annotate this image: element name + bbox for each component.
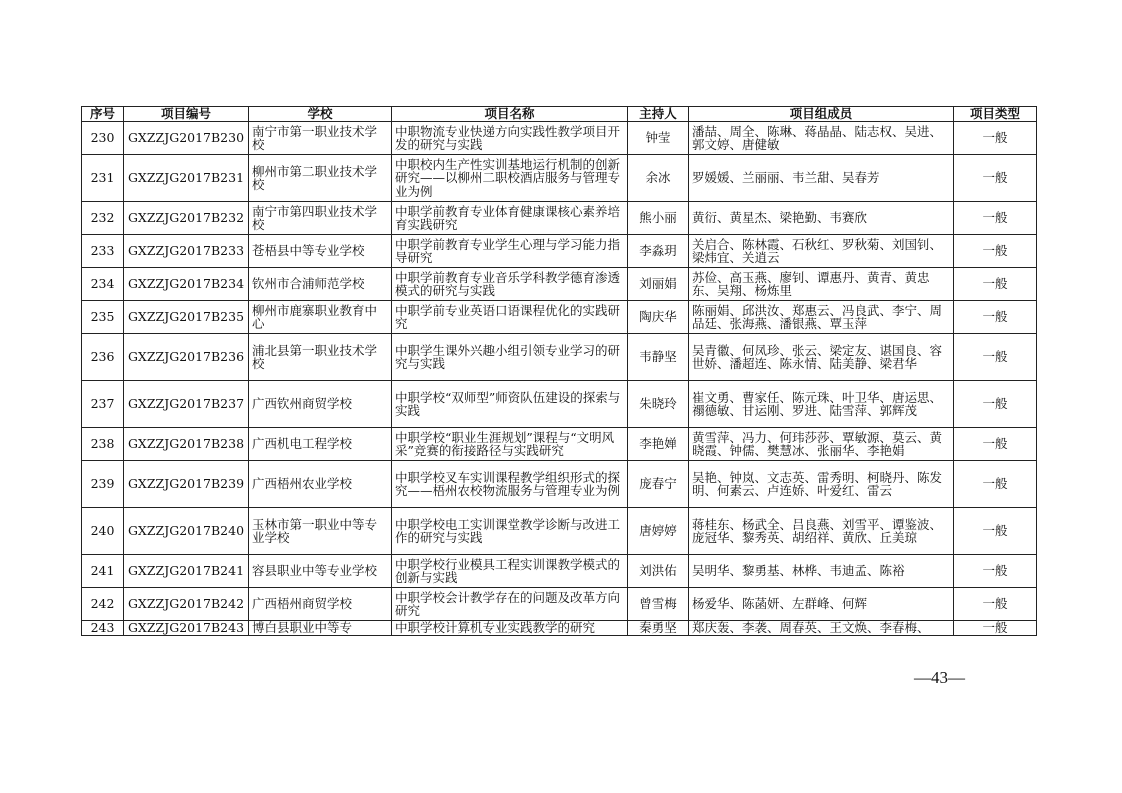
header-code: 项目编号: [124, 107, 249, 122]
cell-school: [249, 155, 392, 202]
cell-name-text: 中职学前专业英语口语课程优化的实践研究: [395, 303, 621, 331]
cell-members-text: 黄衍、黄星杰、梁艳勤、韦赛欣: [692, 211, 868, 225]
cell-host: [628, 301, 689, 334]
cell-members-text: 吴青徽、何凤珍、张云、梁定友、谌国良、容世娇、潘超连、陈永情、陆美静、梁君华: [692, 343, 943, 371]
cell-no-text: 235: [90, 310, 115, 324]
cell-type-text: 一般: [982, 244, 1008, 258]
table-row: [82, 301, 1037, 334]
cell-members: [689, 235, 954, 268]
cell-host: [628, 428, 689, 461]
header-name: 项目名称: [392, 107, 628, 122]
cell-type: [954, 334, 1037, 381]
cell-host-text: 秦勇坚: [639, 621, 677, 635]
cell-name: [392, 155, 628, 202]
cell-host-text: 熊小丽: [639, 211, 677, 225]
cell-school-text: 南宁市第一职业技术学校: [252, 124, 378, 152]
cell-school-text: 广西钦州商贸学校: [252, 397, 353, 411]
cell-name-text: 中职学前教育专业体育健康课核心素养培育实践研究: [395, 204, 621, 232]
cell-type-text: 一般: [982, 310, 1008, 324]
cell-type-text: 一般: [982, 597, 1008, 611]
cell-members-text: 蒋桂东、杨武全、吕良燕、刘雪平、谭鉴波、庞冠华、黎秀英、胡绍祥、黄欣、丘美琼: [692, 517, 943, 545]
cell-type-text: 一般: [982, 350, 1008, 364]
cell-type: [954, 508, 1037, 555]
cell-no-text: 241: [90, 564, 115, 578]
cell-host: [628, 588, 689, 621]
table-row: [82, 202, 1037, 235]
cell-no-text: 242: [90, 597, 115, 611]
cell-members-text: 关启合、陈林霞、石秋红、罗秋菊、刘国钊、梁炜宜、关逍云: [692, 237, 943, 265]
cell-code: [124, 381, 249, 428]
cell-type: [954, 301, 1037, 334]
cell-no-text: 243: [90, 621, 115, 635]
table-header-row: [82, 107, 1037, 122]
cell-name: [392, 301, 628, 334]
cell-no-text: 231: [90, 171, 115, 185]
cell-code: [124, 235, 249, 268]
table-row: [82, 461, 1037, 508]
table-row: [82, 155, 1037, 202]
cell-type-text: 一般: [982, 211, 1008, 225]
cell-code: [124, 621, 249, 636]
cell-school: [249, 461, 392, 508]
table-row: [82, 588, 1037, 621]
cell-name: [392, 381, 628, 428]
cell-host: [628, 155, 689, 202]
cell-code-text: GXZZJG2017B236: [127, 350, 245, 364]
cell-host: [628, 621, 689, 636]
cell-school-text: 容县职业中等专业学校: [252, 564, 378, 578]
header-members: 项目组成员: [689, 107, 954, 122]
cell-name: [392, 555, 628, 588]
cell-school: [249, 381, 392, 428]
table-row: [82, 381, 1037, 428]
cell-school-text: 玉林市第一职业中等专业学校: [252, 517, 378, 545]
cell-type: [954, 235, 1037, 268]
cell-code: [124, 555, 249, 588]
cell-code: [124, 155, 249, 202]
cell-no-text: 234: [90, 277, 115, 291]
cell-type-text: 一般: [982, 621, 1008, 635]
cell-name-text: 中职学校“职业生涯规划”课程与“文明风采”竞赛的衔接路径与实践研究: [395, 430, 615, 458]
cell-type: [954, 588, 1037, 621]
header-school: 学校: [249, 107, 392, 122]
cell-host-text: 李艳婵: [639, 437, 677, 451]
header-host: 主持人: [628, 107, 689, 122]
cell-name-text: 中职物流专业快递方向实践性教学项目开发的研究与实践: [395, 124, 621, 152]
cell-host: [628, 334, 689, 381]
cell-code: [124, 122, 249, 155]
cell-school: [249, 301, 392, 334]
cell-code: [124, 461, 249, 508]
cell-host: [628, 122, 689, 155]
cell-host: [628, 461, 689, 508]
cell-members-text: 苏俭、高玉燕、廖钊、谭惠丹、黄青、黄忠东、吴翔、杨炼里: [692, 270, 930, 298]
cell-members: [689, 122, 954, 155]
cell-no: [82, 122, 124, 155]
cell-members: [689, 555, 954, 588]
cell-name-text: 中职学前教育专业音乐学科教学德育渗透模式的研究与实践: [395, 270, 621, 298]
cell-name: [392, 122, 628, 155]
cell-school: [249, 202, 392, 235]
cell-members: [689, 155, 954, 202]
cell-members-text: 黄雪萍、冯力、何玮莎莎、覃敏源、莫云、黄晓霞、钟儒、樊慧冰、张丽华、李艳娟: [692, 430, 943, 458]
cell-name-text: 中职学校叉车实训课程教学组织形式的探究——梧州农校物流服务与管理专业为例: [395, 470, 621, 498]
page-number: —43—: [914, 668, 965, 687]
cell-type: [954, 268, 1037, 301]
cell-type-text: 一般: [982, 131, 1008, 145]
cell-name: [392, 621, 628, 636]
cell-members: [689, 268, 954, 301]
cell-code: [124, 334, 249, 381]
cell-school-text: 钦州市合浦师范学校: [252, 277, 365, 291]
table-row: [82, 268, 1037, 301]
cell-no-text: 230: [90, 131, 115, 145]
table-row: [82, 555, 1037, 588]
cell-school-text: 广西梧州商贸学校: [252, 597, 353, 611]
cell-code-text: GXZZJG2017B238: [127, 437, 245, 451]
cell-code-text: GXZZJG2017B242: [127, 597, 245, 611]
cell-type: [954, 428, 1037, 461]
cell-no: [82, 588, 124, 621]
cell-members-text: 吴艳、钟岚、文志英、雷秀明、柯晓丹、陈发明、何素云、卢连娇、叶爱红、雷云: [692, 470, 943, 498]
cell-code-text: GXZZJG2017B239: [127, 477, 245, 491]
cell-school-text: 广西机电工程学校: [252, 437, 353, 451]
cell-host-text: 朱晓玲: [639, 397, 677, 411]
cell-school: [249, 334, 392, 381]
cell-name-text: 中职学校行业模具工程实训课教学模式的创新与实践: [395, 557, 621, 585]
cell-host: [628, 555, 689, 588]
cell-type: [954, 461, 1037, 508]
table-row: [82, 122, 1037, 155]
cell-name: [392, 508, 628, 555]
cell-no: [82, 428, 124, 461]
cell-school-text: 柳州市第二职业技术学校: [252, 164, 378, 192]
cell-members: [689, 588, 954, 621]
cell-members-text: 罗媛媛、兰丽丽、韦兰甜、吴春芳: [692, 171, 880, 185]
cell-code-text: GXZZJG2017B234: [127, 277, 245, 291]
cell-school-text: 柳州市鹿寨职业教育中心: [252, 303, 378, 331]
cell-type: [954, 621, 1037, 636]
cell-name: [392, 428, 628, 461]
cell-no-text: 232: [90, 211, 115, 225]
cell-school: [249, 428, 392, 461]
cell-code-text: GXZZJG2017B230: [127, 131, 245, 145]
cell-school-text: 博白县职业中等专: [252, 621, 353, 635]
cell-code-text: GXZZJG2017B237: [127, 397, 245, 411]
cell-code-text: GXZZJG2017B232: [127, 211, 245, 225]
cell-school: [249, 268, 392, 301]
cell-school: [249, 621, 392, 636]
cell-no-text: 240: [90, 524, 115, 538]
cell-name: [392, 235, 628, 268]
cell-no-text: 236: [90, 350, 115, 364]
cell-name-text: 中职学校计算机专业实践教学的研究: [395, 621, 596, 635]
cell-members-text: 杨爱华、陈菡妍、左群峰、何辉: [692, 597, 868, 611]
cell-host-text: 陶庆华: [639, 310, 677, 324]
cell-code: [124, 202, 249, 235]
cell-type: [954, 122, 1037, 155]
cell-members: [689, 202, 954, 235]
cell-code-text: GXZZJG2017B231: [127, 171, 245, 185]
cell-type: [954, 381, 1037, 428]
cell-no: [82, 508, 124, 555]
cell-no-text: 239: [90, 477, 115, 491]
cell-type-text: 一般: [982, 397, 1008, 411]
cell-host: [628, 381, 689, 428]
cell-no: [82, 202, 124, 235]
cell-no: [82, 381, 124, 428]
cell-type: [954, 155, 1037, 202]
cell-no-text: 233: [90, 244, 115, 258]
project-table: [81, 106, 1037, 636]
cell-school: [249, 122, 392, 155]
cell-school: [249, 555, 392, 588]
cell-host-text: 庞春宁: [639, 477, 677, 491]
cell-code-text: GXZZJG2017B235: [127, 310, 245, 324]
cell-members: [689, 334, 954, 381]
cell-host: [628, 508, 689, 555]
cell-members-text: 陈丽娟、邱洪汝、郑惠云、冯良武、李宁、周品廷、张海燕、潘银燕、覃玉萍: [692, 303, 943, 331]
cell-no: [82, 268, 124, 301]
cell-no: [82, 334, 124, 381]
cell-type-text: 一般: [982, 437, 1008, 451]
cell-code-text: GXZZJG2017B243: [127, 621, 245, 635]
cell-members-text: 吴明华、黎勇基、林桦、韦迪孟、陈裕: [692, 564, 905, 578]
cell-members: [689, 381, 954, 428]
cell-host: [628, 268, 689, 301]
cell-host-text: 刘丽娟: [639, 277, 677, 291]
cell-no-text: 238: [90, 437, 115, 451]
cell-no: [82, 461, 124, 508]
cell-code: [124, 428, 249, 461]
cell-type-text: 一般: [982, 564, 1008, 578]
cell-name-text: 中职学前教育专业学生心理与学习能力指导研究: [395, 237, 621, 265]
cell-school: [249, 588, 392, 621]
cell-type: [954, 202, 1037, 235]
cell-code-text: GXZZJG2017B241: [127, 564, 245, 578]
cell-host: [628, 202, 689, 235]
cell-no: [82, 235, 124, 268]
cell-name: [392, 202, 628, 235]
cell-name-text: 中职校内生产性实训基地运行机制的创新研究——以柳州二职校酒店服务与管理专业为例: [395, 157, 621, 199]
cell-school-text: 浦北县第一职业技术学校: [252, 343, 378, 371]
table-row: [82, 508, 1037, 555]
cell-type-text: 一般: [982, 277, 1008, 291]
table-row: [82, 235, 1037, 268]
cell-name-text: 中职学生课外兴趣小组引领专业学习的研究与实践: [395, 343, 621, 371]
cell-code-text: GXZZJG2017B233: [127, 244, 245, 258]
cell-school: [249, 508, 392, 555]
cell-host-text: 唐婷婷: [639, 524, 677, 538]
cell-type: [954, 555, 1037, 588]
header-type: 项目类型: [954, 107, 1037, 122]
cell-host-text: 曾雪梅: [639, 597, 677, 611]
cell-code: [124, 301, 249, 334]
cell-school-text: 苍梧县中等专业学校: [252, 244, 365, 258]
cell-host-text: 钟莹: [645, 131, 671, 145]
cell-name: [392, 461, 628, 508]
cell-members: [689, 461, 954, 508]
header-no: 序号: [82, 107, 124, 122]
cell-members: [689, 301, 954, 334]
cell-no: [82, 301, 124, 334]
cell-type-text: 一般: [982, 524, 1008, 538]
table-row: [82, 428, 1037, 461]
cell-name: [392, 334, 628, 381]
cell-members-text: 郑庆轰、李袭、周春英、王文焕、李春梅、: [692, 621, 930, 635]
cell-host-text: 李淼玥: [639, 244, 677, 258]
cell-code-text: GXZZJG2017B240: [127, 524, 245, 538]
cell-host-text: 韦静坚: [639, 350, 677, 364]
cell-name-text: 中职学校“双师型”师资队伍建设的探索与实践: [395, 390, 621, 418]
cell-school: [249, 235, 392, 268]
cell-members: [689, 508, 954, 555]
cell-host: [628, 235, 689, 268]
table-row: [82, 334, 1037, 381]
cell-school-text: 南宁市第四职业技术学校: [252, 204, 378, 232]
cell-members-text: 崔文勇、曹家任、陈元珠、叶卫华、唐运思、禤德敏、甘运刚、罗进、陆雪萍、郭辉茂: [692, 390, 943, 418]
cell-name-text: 中职学校电工实训课堂教学诊断与改进工作的研究与实践: [395, 517, 621, 545]
cell-host-text: 余冰: [645, 171, 671, 185]
cell-no: [82, 555, 124, 588]
cell-name: [392, 268, 628, 301]
cell-members-text: 潘喆、周全、陈琳、蒋晶晶、陆志权、吴进、郭文婷、唐健敏: [692, 124, 943, 152]
cell-school-text: 广西梧州农业学校: [252, 477, 353, 491]
cell-members: [689, 621, 954, 636]
cell-type-text: 一般: [982, 477, 1008, 491]
cell-no: [82, 155, 124, 202]
cell-code: [124, 588, 249, 621]
cell-name: [392, 588, 628, 621]
cell-name-text: 中职学校会计教学存在的问题及改革方向研究: [395, 590, 621, 618]
cell-code: [124, 508, 249, 555]
cell-no: [82, 621, 124, 636]
cell-no-text: 237: [90, 397, 115, 411]
cell-code: [124, 268, 249, 301]
cell-host-text: 刘洪佑: [639, 564, 677, 578]
cell-members: [689, 428, 954, 461]
table-row: [82, 621, 1037, 636]
cell-type-text: 一般: [982, 171, 1008, 185]
